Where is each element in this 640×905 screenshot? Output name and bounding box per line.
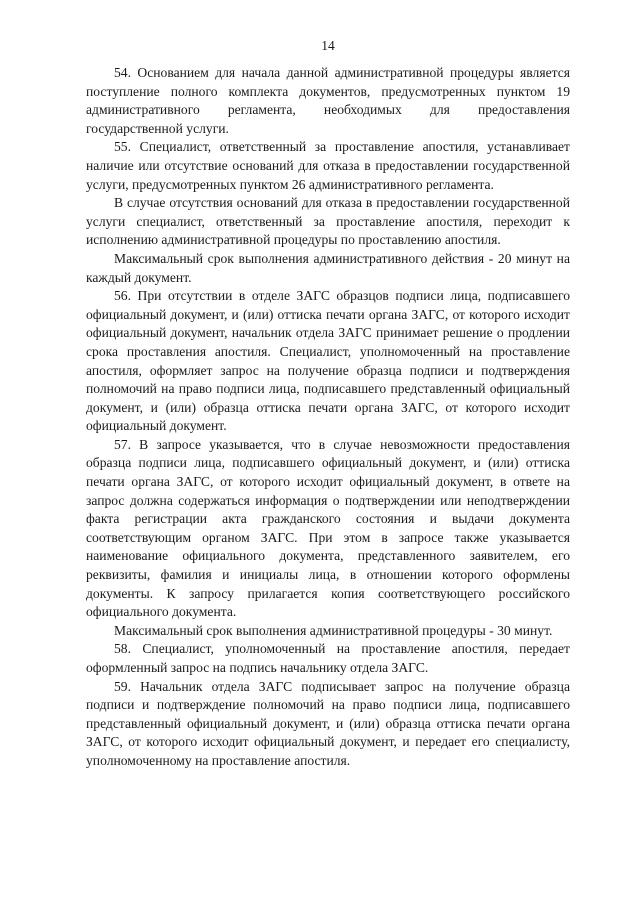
paragraph-55: 55. Специалист, ответственный за проставление апостиля, устанавливает наличие или отсутствие оснований для отказа в предоставлении государственной услуги, предусмотренных пунктом 26 административного регламента.	[86, 139, 570, 192]
paragraph-deadline-30-minutes: Максимальный срок выполнения административной процедуры - 30 минут.	[114, 622, 553, 638]
page-number: 14	[321, 38, 335, 53]
paragraph-56: 56. При отсутствии в отделе ЗАГС образцов подписи лица, подписавшего официальный документ, и (или) оттиска печати органа ЗАГС, от которого исходит официальный документ, начальник отдела ЗАГС принимает решение о продлении срока проставления апостиля. Специалист, уполномоченный на проставление апостиля, оформляет запрос на получение образца подписи и подтверждения полномочий на право подписи лица, подписавшего представленный официальный документ, и (или) образца оттиска печати органа ЗАГС, от которого исходит официальный документ.	[86, 288, 570, 434]
paragraph-54: 54. Основанием для начала данной административной процедуры является поступление полного комплекта документов, предусмотренных пунктом 19 административного регламента, необходимых для предоставления государственной услуги.	[86, 65, 570, 136]
paragraph-59: 59. Начальник отдела ЗАГС подписывает запрос на получение образца подписи и подтверждение полномочий на право подписи лица, подписавшего представленный официальный документ, и (или) образца оттиска печати органа ЗАГС, от которого исходит официальный документ, и передает его специалисту, уполномоченному на проставление апостиля.	[86, 678, 570, 768]
paragraph-55-continuation: В случае отсутствия оснований для отказа в предоставлении государственной услуги специалист, ответственный за проставление апостиля, переходит к исполнению административной процедуры по проставлению апостиля.	[86, 195, 570, 248]
paragraph-58: 58. Специалист, уполномоченный на проставление апостиля, передает оформленный запрос на подпись начальнику отдела ЗАГС.	[86, 641, 570, 675]
paragraph-deadline-20-minutes: Максимальный срок выполнения административного действия - 20 минут на каждый документ.	[86, 250, 570, 285]
paragraph-57: 57. В запросе указывается, что в случае невозможности предоставления образца подписи лица, подписавшего официальный документ, и (или) оттиска печати органа ЗАГС, от которого исходит официальный документ, в ответе на запрос должна содержаться информация о подтверждении или неподтверждении факта регистрации акта гражданского состояния и выдачи документа соответствующим органом ЗАГС. При этом в запросе также указывается наименование официального документа, представленного заявителем, его реквизиты, фамилия и инициалы лица, в отношении которого оформлены документы. К запросу прилагается копия соответствующего российского официального документа.	[86, 436, 570, 620]
